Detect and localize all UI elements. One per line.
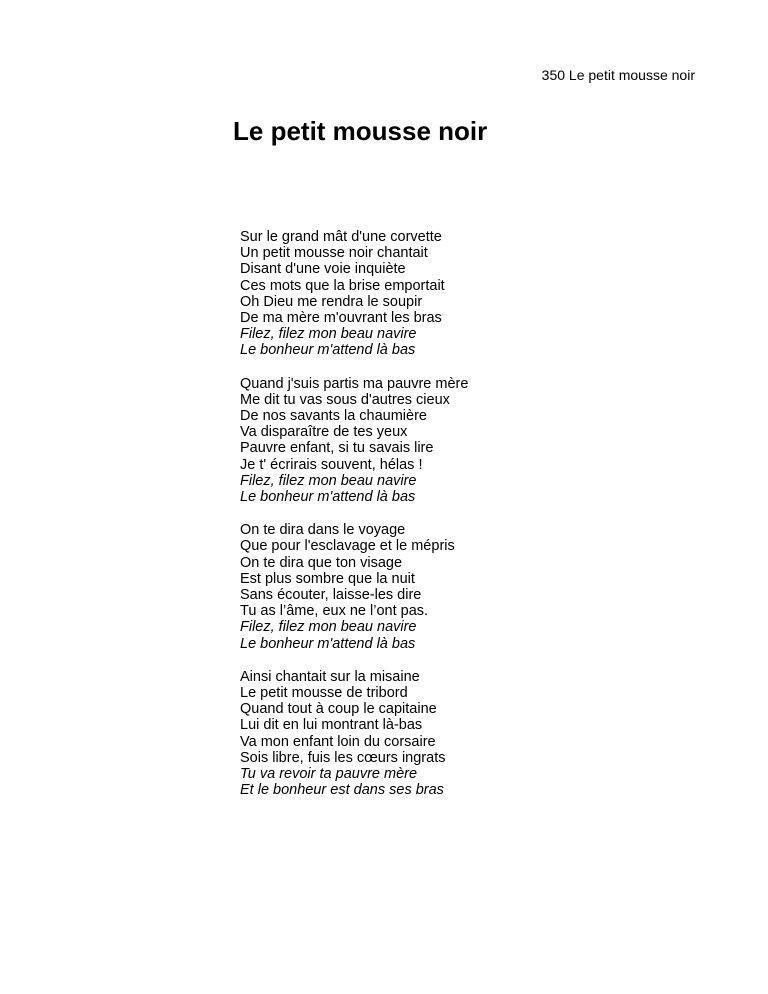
verse-line: On te dira dans le voyage — [240, 522, 406, 539]
verse-line: Lui dit en lui montrant là-bas — [240, 717, 423, 734]
refrain-line: Tu va revoir ta pauvre mère — [240, 766, 418, 783]
verse-line: On te dira que ton visage — [240, 554, 403, 571]
refrain-line: Le bonheur m'attend là bas — [240, 342, 416, 359]
verse-line: Est plus sombre que la nuit — [240, 570, 415, 587]
page-title: Le petit mousse noir — [233, 116, 488, 146]
verse-line: Un petit mousse noir chantait — [240, 245, 428, 262]
verse-line: Va mon enfant loin du corsaire — [240, 733, 436, 750]
refrain-line: Filez, filez mon beau navire — [240, 619, 417, 636]
refrain-line: Et le bonheur est dans ses bras — [240, 782, 444, 799]
refrain-line: Le bonheur m'attend là bas — [240, 635, 416, 652]
verse-line: Va disparaître de tes yeux — [240, 424, 408, 441]
stanza-3 — [240, 522, 468, 652]
verse-line: Quand j'suis partis ma pauvre mère — [240, 375, 469, 392]
refrain-line: Filez, filez mon beau navire — [240, 472, 417, 489]
refrain-line: Filez, filez mon beau navire — [240, 326, 417, 343]
verse-line: De nos savants la chaumière — [240, 408, 427, 425]
verse-line: De ma mère m'ouvrant les bras — [240, 310, 442, 327]
stanza-4 — [240, 669, 468, 799]
verse-line: Disant d'une voie inquiète — [240, 261, 406, 278]
verse-line: Tu as l’âme, eux ne l’ont pas. — [240, 603, 429, 620]
refrain-line: Le bonheur m'attend là bas — [240, 489, 416, 506]
verse-line: Quand tout à coup le capitaine — [240, 701, 437, 718]
verse-line: Je t' écrirais souvent, hélas ! — [240, 456, 423, 473]
verse-line: Sans écouter, laisse-les dire — [240, 587, 422, 604]
poem-body — [240, 229, 468, 816]
verse-line: Pauvre enfant, si tu savais lire — [240, 440, 434, 457]
verse-line: Ainsi chantait sur la misaine — [240, 668, 420, 685]
stanza-2 — [240, 376, 468, 506]
verse-line: Me dit tu vas sous d'autres cieux — [240, 391, 450, 408]
verse-line: Ces mots que la brise emportait — [240, 277, 445, 294]
verse-line: Que pour l'esclavage et le mépris — [240, 538, 455, 555]
verse-line: Sois libre, fuis les cœurs ingrats — [240, 749, 446, 766]
verse-line: Le petit mousse de tribord — [240, 685, 408, 702]
verse-line: Oh Dieu me rendra le soupir — [240, 293, 423, 310]
running-header: 350 Le petit mousse noir — [541, 67, 695, 83]
verse-line: Sur le grand mât d'une corvette — [240, 229, 442, 245]
stanza-1 — [240, 229, 468, 359]
